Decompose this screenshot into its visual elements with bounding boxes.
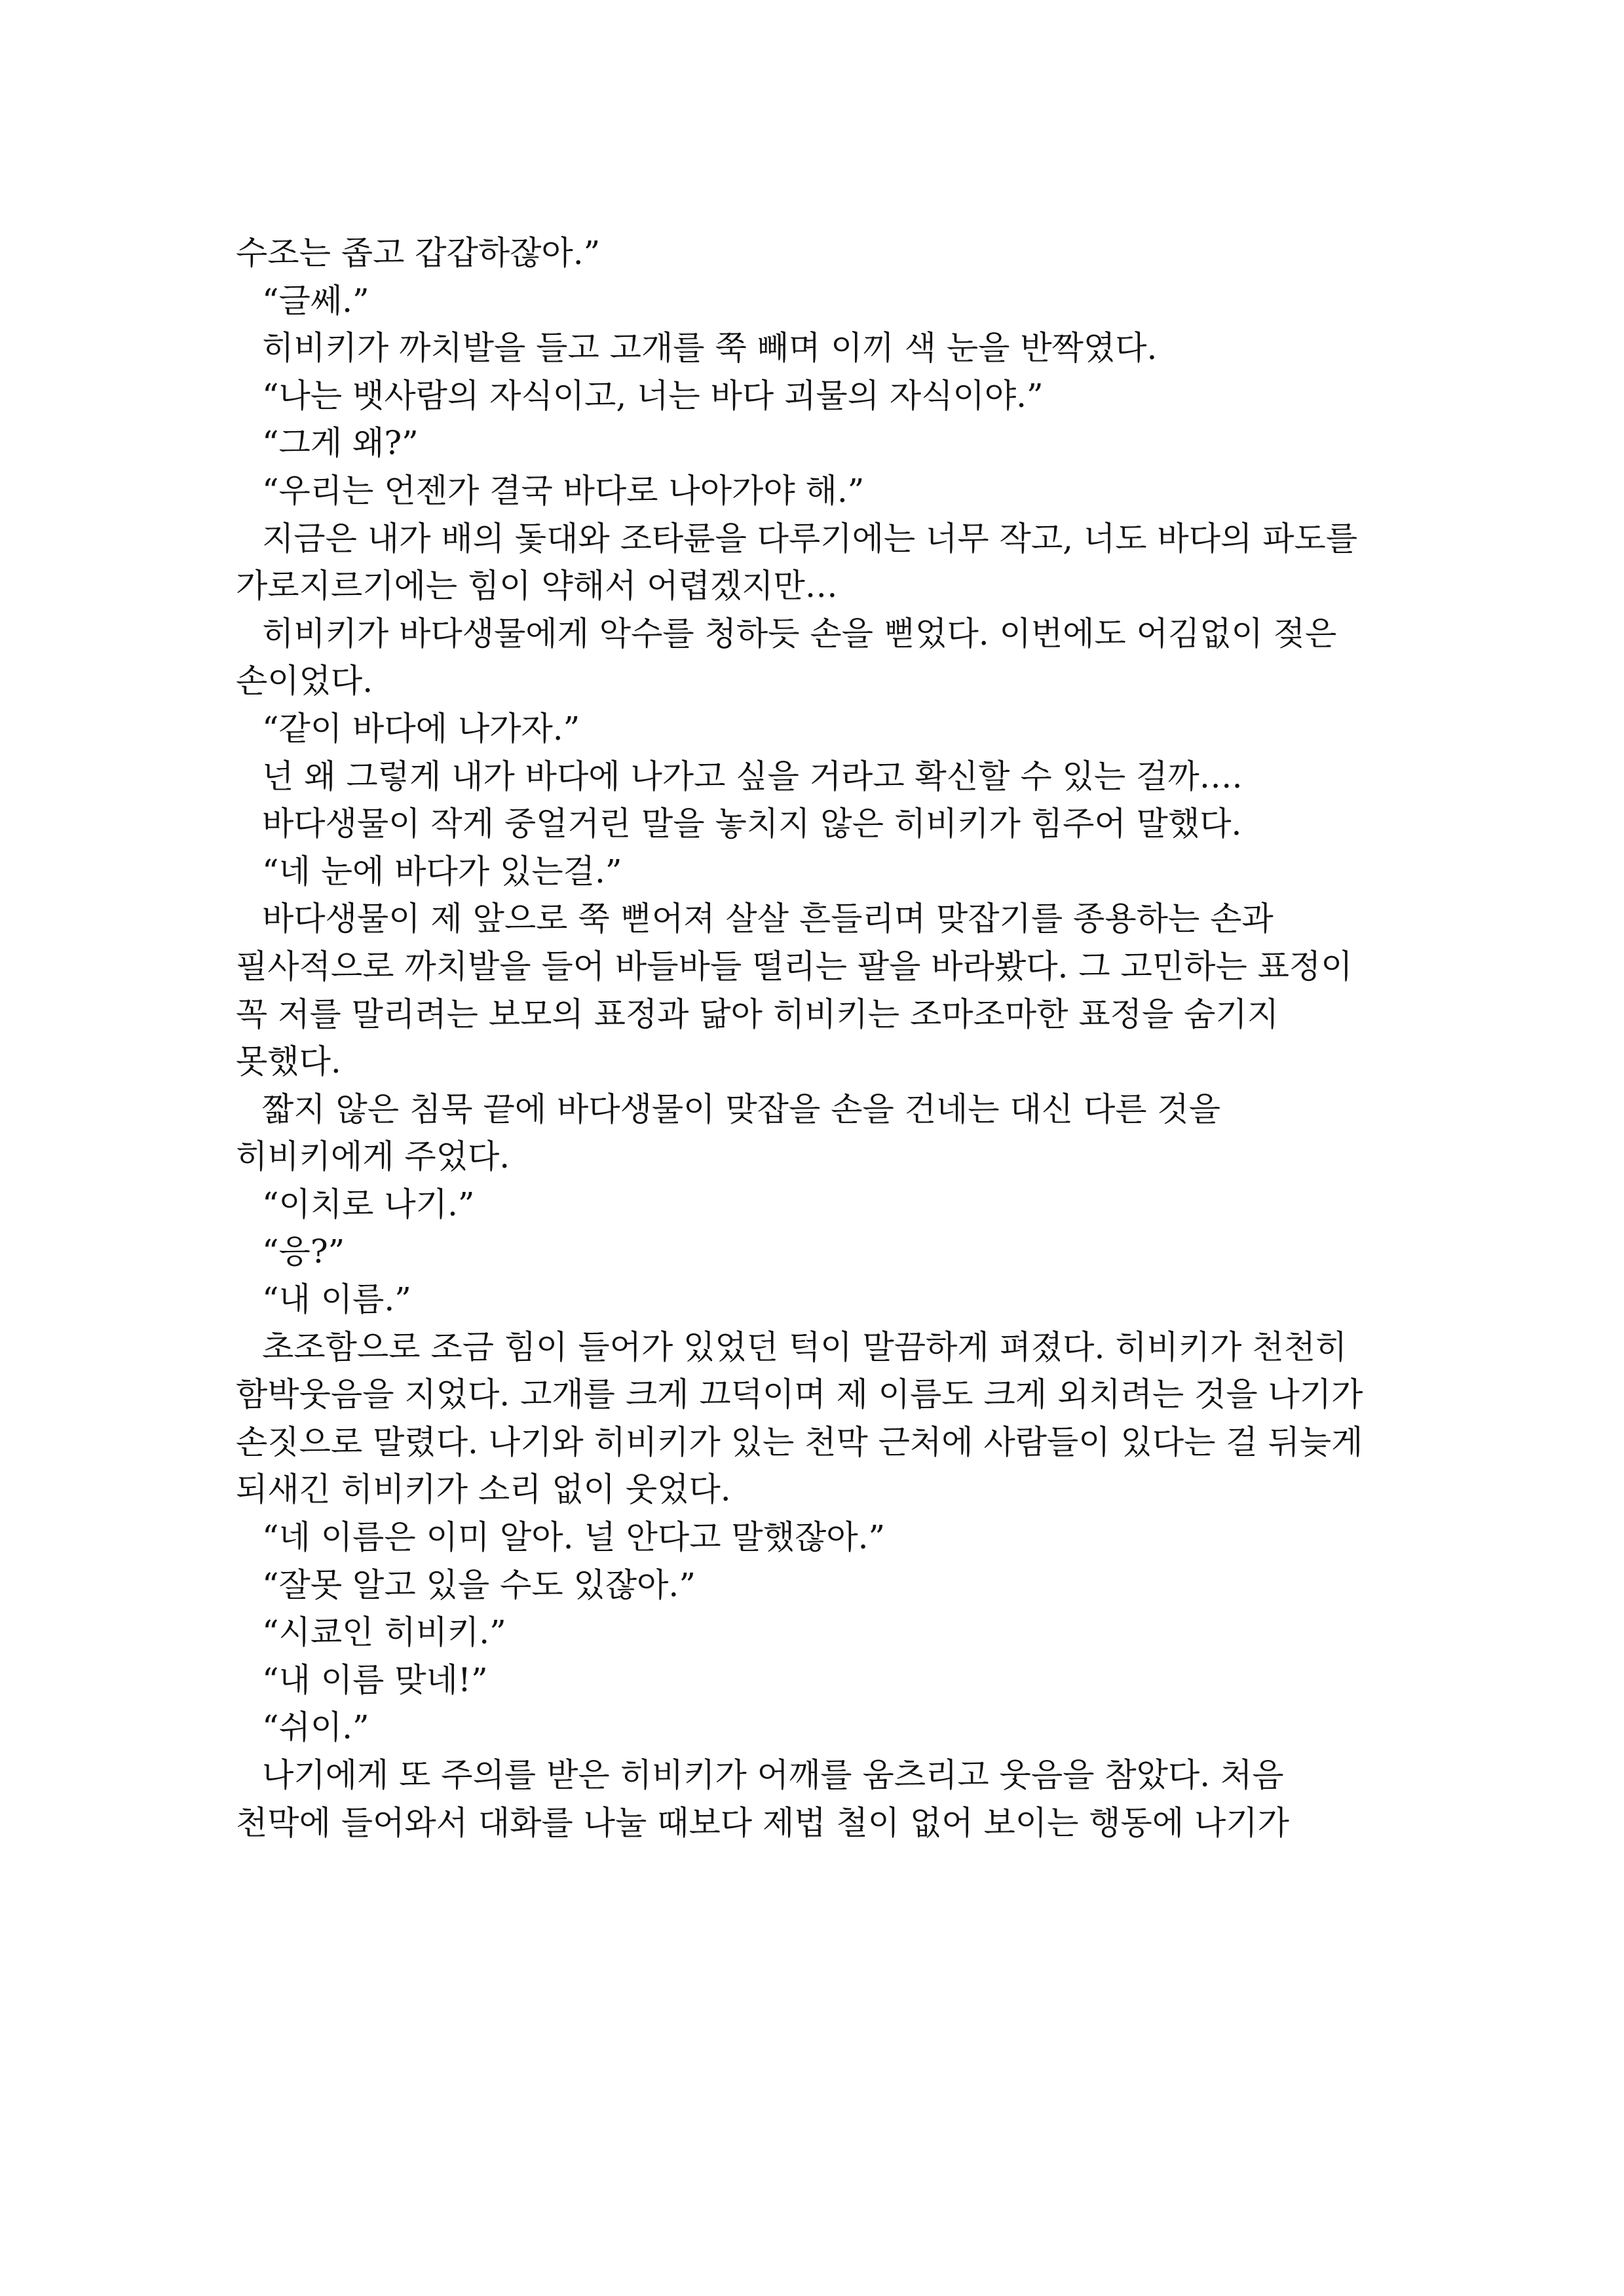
text-line: 바다생물이 작게 중얼거린 말을 놓치지 않은 히비키가 힘주어 말했다. (262, 805, 1242, 843)
text-line: 초조함으로 조금 힘이 들어가 있었던 턱이 말끔하게 펴졌다. 히비키가 천천히 (262, 1328, 1348, 1366)
text-line: “나는 뱃사람의 자식이고, 너는 바다 괴물의 자식이야.” (262, 376, 1044, 415)
text-line: 손이었다. (236, 662, 373, 700)
text-line: 나기에게 또 주의를 받은 히비키가 어깨를 움츠리고 웃음을 참았다. 처음 (262, 1756, 1284, 1794)
text-line: “글쎄.” (262, 281, 369, 320)
text-line: “내 이름 맞네!” (262, 1660, 488, 1699)
text-line: 히비키가 바다생물에게 악수를 청하듯 손을 뻗었다. 이번에도 어김없이 젖은 (262, 614, 1337, 653)
text-line: 꼭 저를 말리려는 보모의 표정과 닮아 히비키는 조마조마한 표정을 숨기지 (236, 995, 1279, 1033)
text-line: 히비키가 까치발을 들고 고개를 쭉 빼며 이끼 색 눈을 반짝였다. (262, 329, 1158, 368)
text-line: “그게 왜?” (262, 424, 419, 463)
text-line: “내 이름.” (262, 1280, 411, 1319)
text-line: “우리는 언젠가 결국 바다로 나아가야 해.” (262, 471, 865, 510)
text-line: “네 이름은 이미 알아. 널 안다고 말했잖아.” (262, 1518, 886, 1557)
text-line: “응?” (262, 1233, 345, 1271)
text-line: 가로지르기에는 힘이 약해서 어렵겠지만… (236, 567, 838, 605)
text-line: “이치로 나기.” (262, 1185, 475, 1223)
text-line: 지금은 내가 배의 돛대와 조타륜을 다루기에는 너무 작고, 너도 바다의 파도를 (262, 519, 1358, 558)
text-line: “네 눈에 바다가 있는걸.” (262, 852, 622, 890)
text-line: 천막에 들어와서 대화를 나눌 때보다 제법 철이 없어 보이는 행동에 나기가 (236, 1803, 1289, 1842)
text-line: “쉬이.” (262, 1708, 369, 1747)
text-line: 짧지 않은 침묵 끝에 바다생물이 맞잡을 손을 건네는 대신 다른 것을 (262, 1090, 1221, 1128)
text-line: 되새긴 히비키가 소리 없이 웃었다. (236, 1470, 731, 1509)
text-line: “잘못 알고 있을 수도 있잖아.” (262, 1565, 696, 1604)
text-line: 넌 왜 그렇게 내가 바다에 나가고 싶을 거라고 확신할 수 있는 걸까…. (262, 757, 1243, 795)
text-line: “같이 바다에 나가자.” (262, 709, 580, 748)
text-line: 바다생물이 제 앞으로 쭉 뻗어져 살살 흔들리며 맞잡기를 종용하는 손과 (262, 900, 1274, 938)
text-line: 수조는 좁고 갑갑하잖아.” (236, 234, 601, 272)
text-line: 함박웃음을 지었다. 고개를 크게 끄덕이며 제 이름도 크게 외치려는 것을 나기가 (236, 1375, 1363, 1414)
text-line: 못했다. (236, 1043, 341, 1081)
text-line: 손짓으로 말렸다. 나기와 히비키가 있는 천막 근처에 사람들이 있다는 걸 뒤늦게 (236, 1423, 1363, 1461)
text-line: 히비키에게 주었다. (236, 1138, 510, 1176)
text-line: “시쿄인 히비키.” (262, 1613, 506, 1652)
text-line: 필사적으로 까치발을 들어 바들바들 떨리는 팔을 바라봤다. 그 고민하는 표정이 (236, 947, 1353, 985)
body-text (236, 229, 1405, 1846)
